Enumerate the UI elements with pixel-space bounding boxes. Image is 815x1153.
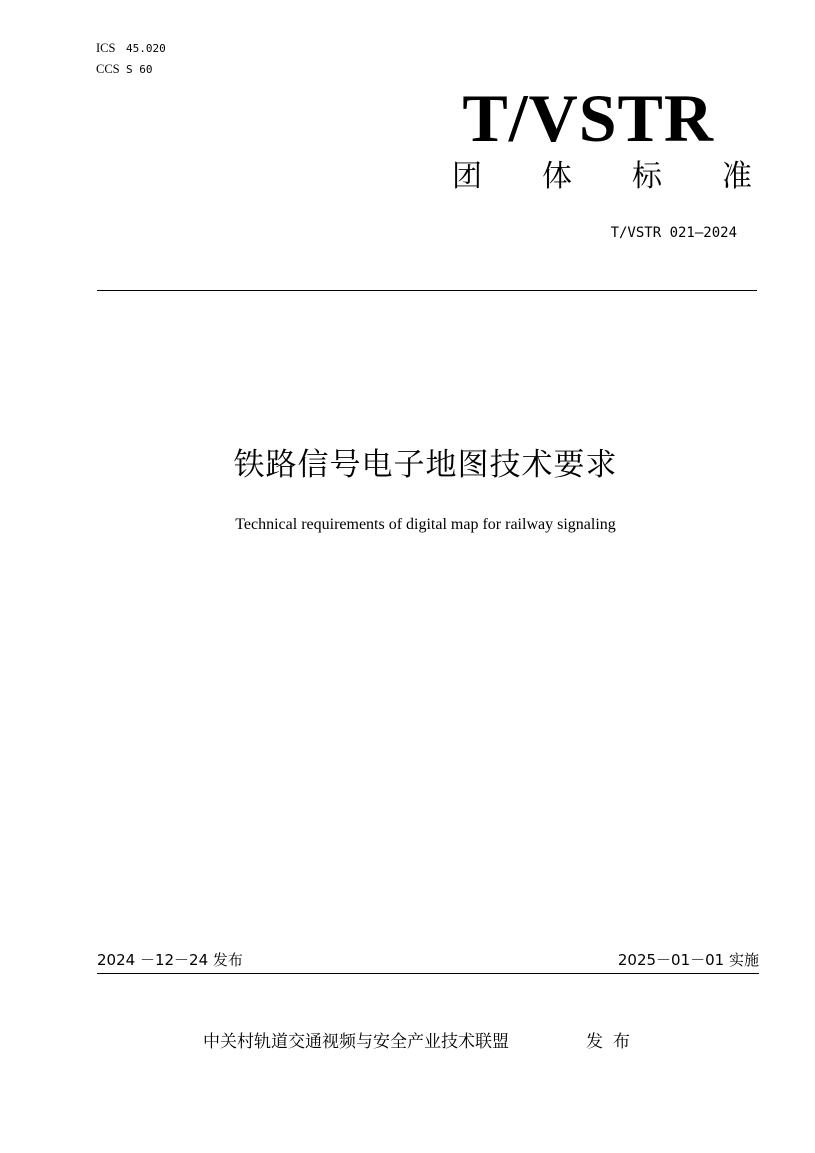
header-divider xyxy=(97,290,757,291)
category-char: 体 xyxy=(542,159,572,194)
standard-code-logo: T/VSTR xyxy=(462,80,714,156)
publisher-name: 中关村轨道交通视频与安全产业技术联盟 xyxy=(203,1032,509,1052)
category-char: 准 xyxy=(722,159,752,194)
ccs-row xyxy=(96,59,166,80)
category-char: 标 xyxy=(632,159,662,194)
publisher-action: 发布 xyxy=(586,1032,640,1052)
implementation-date: 2025－01－01 实施 xyxy=(617,951,759,969)
ics-row xyxy=(96,38,166,59)
ics-value: 45.020 xyxy=(126,42,166,55)
category-char: 团 xyxy=(452,159,482,194)
standard-category xyxy=(452,155,752,199)
document-title-english: Technical requirements of digital map for railway signaling xyxy=(235,516,616,533)
ics-label: ICS xyxy=(96,41,116,55)
document-number: T/VSTR 021—2024 xyxy=(610,225,737,241)
classification-codes xyxy=(96,38,166,80)
document-title-chinese: 铁路信号电子地图技术要求 xyxy=(233,447,618,483)
ccs-value: S 60 xyxy=(126,63,153,76)
publish-date: 2024 －12－24 发布 xyxy=(97,951,243,969)
footer-divider xyxy=(97,973,759,974)
ccs-label: CCS xyxy=(96,62,120,76)
